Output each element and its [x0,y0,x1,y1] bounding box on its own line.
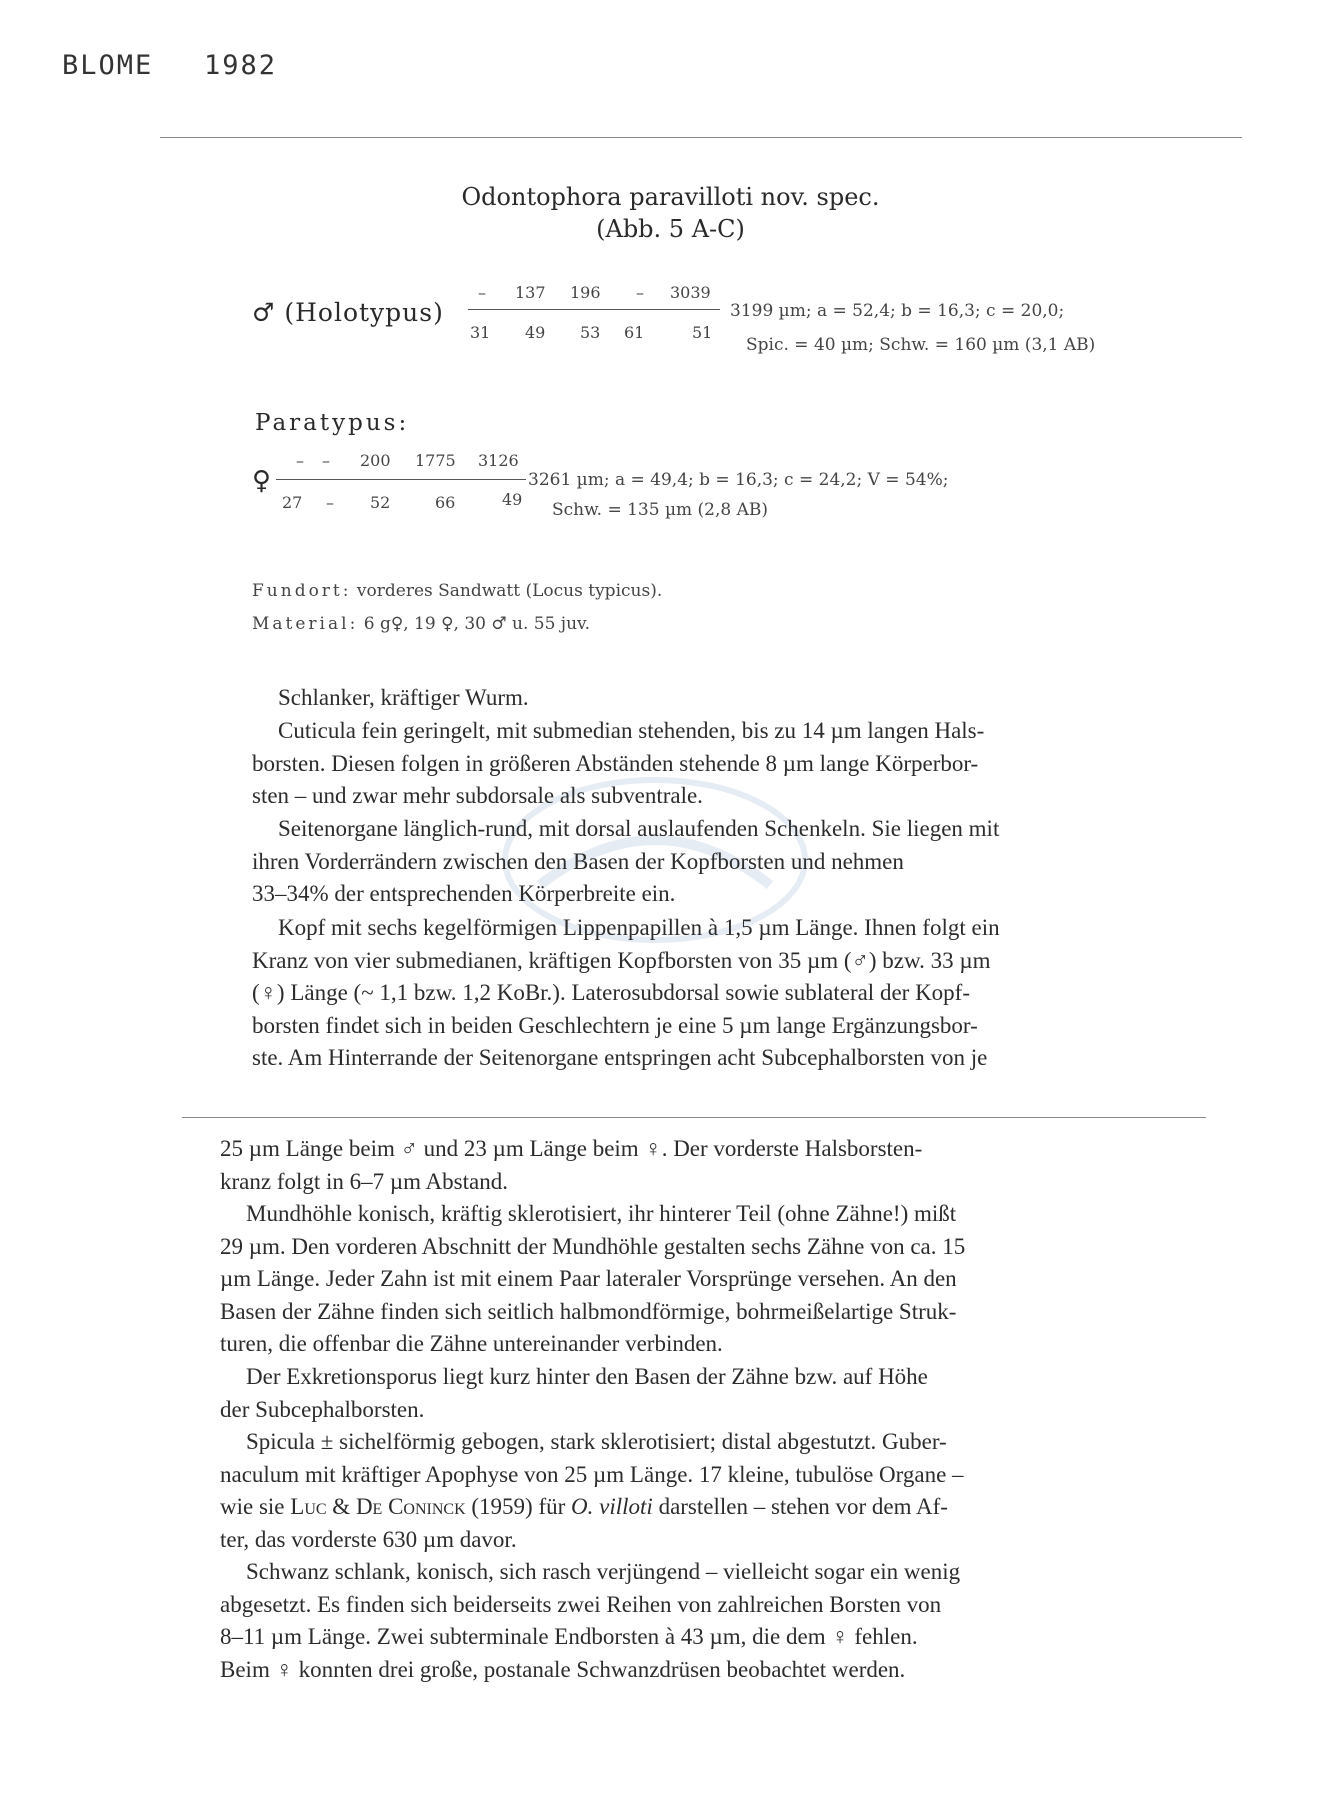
text-line: Cuticula fein geringelt, mit submedian stehenden, bis zu 14 µm langen Hals- [278,718,985,743]
text-line: Basen der Zähne finden sich seitlich halbmondförmige, bohrmeißelartige Struk- [220,1298,957,1324]
middle-rule [182,1117,1206,1118]
paratype-bottom-4: 66 [435,493,456,512]
holotype-fraction-line [468,309,720,310]
paratype-tail: Schw. = 135 µm (2,8 AB) [552,500,769,520]
top-rule [160,137,1242,138]
text-line: Der Exkretionsporus liegt kurz hinter den Basen der Zähne bzw. auf Höhe [246,1364,928,1389]
holotype-bottom-3: 53 [580,323,601,342]
fundort-label: Fundort: [252,581,352,601]
text-line: ter, das vorderste 630 µm davor. [220,1526,517,1552]
citation-author-luc: Luc [290,1494,327,1520]
citation-author-de-coninck: De Coninck [355,1494,466,1520]
paragraph-spicula [220,1426,1155,1556]
species-name-italic: O. villoti [571,1494,653,1520]
paratype-bottom-1: 27 [282,493,303,512]
fundort-line [252,581,662,601]
material-text: 6 g♀, 19 ♀, 30 ♂ u. 55 juv. [363,614,591,634]
text-line: Mundhöhle konisch, kräftig sklerotisiert, ihr hinterer Teil (ohne Zähne!) mißt [246,1201,957,1226]
text-line: Kranz von vier submedianen, kräftigen Kopfborsten von 35 µm (♂) bzw. 33 µm [252,947,991,973]
paratype-female-symbol: ♀ [252,466,272,496]
holotype-label: ♂ (Holotypus) [252,298,444,327]
paragraph-continuation [220,1133,1155,1198]
holotype-measurements: 3199 µm; a = 52,4; b = 16,3; c = 20,0; [730,301,1065,321]
paratype-top-2: – [322,451,330,470]
paratype-bottom-3: 52 [370,493,391,512]
text-line: der Subcephalborsten. [220,1396,425,1422]
paratype-bottom-2: – [326,493,334,512]
text-line: Seitenorgane länglich-rund, mit dorsal auslaufenden Schenkeln. Sie liegen mit [278,816,1000,841]
paragraph-mundhoehle [220,1198,1155,1361]
text-line: borsten. Diesen folgen in größeren Abständen stehende 8 µm lange Körperbor- [252,750,979,776]
paragraph-seitenorgane [252,813,1185,911]
text-line: ste. Am Hinterrande der Seitenorgane entspringen acht Subcephalborsten von je [252,1045,988,1071]
text-fragment: & [326,1494,356,1520]
text-line: 25 µm Länge beim ♂ und 23 µm Länge beim ♀. Der vorderste Halsborsten- [220,1136,923,1161]
fundort-text: vorderes Sandwatt (Locus typicus). [356,581,663,601]
text-line: Schlanker, kräftiger Wurm. [278,685,529,710]
text-line: abgesetzt. Es finden sich beiderseits zwei Reihen von zahlreichen Borsten von [220,1591,942,1617]
holotype-bottom-1: 31 [470,323,491,342]
paragraph-kopf [252,912,1185,1075]
holotype-bottom-4: 61 [624,323,645,342]
text-line: Beim ♀ konnten drei große, postanale Schwanzdrüsen beobachtet werden. [220,1656,906,1682]
text-line: Spicula ± sichelförmig gebogen, stark sklerotisiert; distal abgestutzt. Guber- [246,1429,947,1454]
holotype-bottom-5: 51 [692,323,713,342]
material-label: Material: [252,614,359,634]
running-header-author: BLOME [62,50,154,81]
paragraph-schwanz [220,1556,1155,1686]
text-line-with-citation [220,1491,1155,1524]
text-line: 29 µm. Den vorderen Abschnitt der Mundhöhle gestalten sechs Zähne von ca. 15 [220,1233,966,1259]
paratype-top-4: 1775 [415,451,456,470]
text-line: Kopf mit sechs kegelförmigen Lippenpapillen à 1,5 µm Länge. Ihnen folgt ein [278,915,1000,940]
text-line: turen, die offenbar die Zähne untereinander verbinden. [220,1331,723,1357]
text-line: sten – und zwar mehr subdorsale als subventrale. [252,783,703,809]
paratype-bottom-5: 49 [502,490,523,509]
text-fragment: wie sie [220,1494,291,1520]
paragraph-habitus [252,682,1185,715]
figure-reference: (Abb. 5 A-C) [596,215,745,243]
text-fragment: (1959) für [465,1494,572,1520]
text-line: Schwanz schlank, konisch, sich rasch verjüngend – vielleicht sogar ein wenig [246,1559,961,1584]
paratype-heading: Paratypus: [255,410,410,436]
species-title: Odontophora paravilloti nov. spec. [461,183,880,211]
paratype-top-3: 200 [360,451,391,470]
material-line [252,614,590,634]
paragraph-exkretionsporus [220,1361,1155,1426]
paratype-measurements: 3261 µm; a = 49,4; b = 16,3; c = 24,2; V = 54%; [528,470,949,490]
holotype-top-2: 137 [515,283,546,302]
holotype-top-5: 3039 [670,283,711,302]
paratype-fraction-line [276,479,526,480]
text-line: kranz folgt in 6–7 µm Abstand. [220,1168,508,1194]
text-fragment: darstellen – stehen vor dem Af- [652,1494,948,1520]
holotype-top-1: – [478,283,486,302]
text-line: naculum mit kräftiger Apophyse von 25 µm Länge. 17 kleine, tubulöse Organe – [220,1461,964,1487]
paratype-top-1: – [296,451,304,470]
text-line: ihren Vorderrändern zwischen den Basen der Kopfborsten und nehmen [252,848,904,874]
text-line: borsten findet sich in beiden Geschlechtern je eine 5 µm lange Ergänzungsbor- [252,1012,978,1038]
running-header-year: 1982 [204,50,278,81]
text-line: µm Länge. Jeder Zahn ist mit einem Paar lateraler Vorsprünge versehen. An den [220,1266,957,1292]
paratype-top-5: 3126 [478,451,519,470]
holotype-top-3: 196 [570,283,601,302]
text-line: 33–34% der entsprechenden Körperbreite ein. [252,881,676,907]
holotype-spicule-tail: Spic. = 40 µm; Schw. = 160 µm (3,1 AB) [746,335,1096,355]
holotype-bottom-2: 49 [525,323,546,342]
holotype-top-4: – [636,283,644,302]
text-line: 8–11 µm Länge. Zwei subterminale Endborsten à 43 µm, die dem ♀ fehlen. [220,1624,918,1650]
text-line: (♀) Länge (~ 1,1 bzw. 1,2 KoBr.). Laterosubdorsal sowie sublateral der Kopf- [252,980,970,1006]
paragraph-cuticula [252,715,1185,813]
